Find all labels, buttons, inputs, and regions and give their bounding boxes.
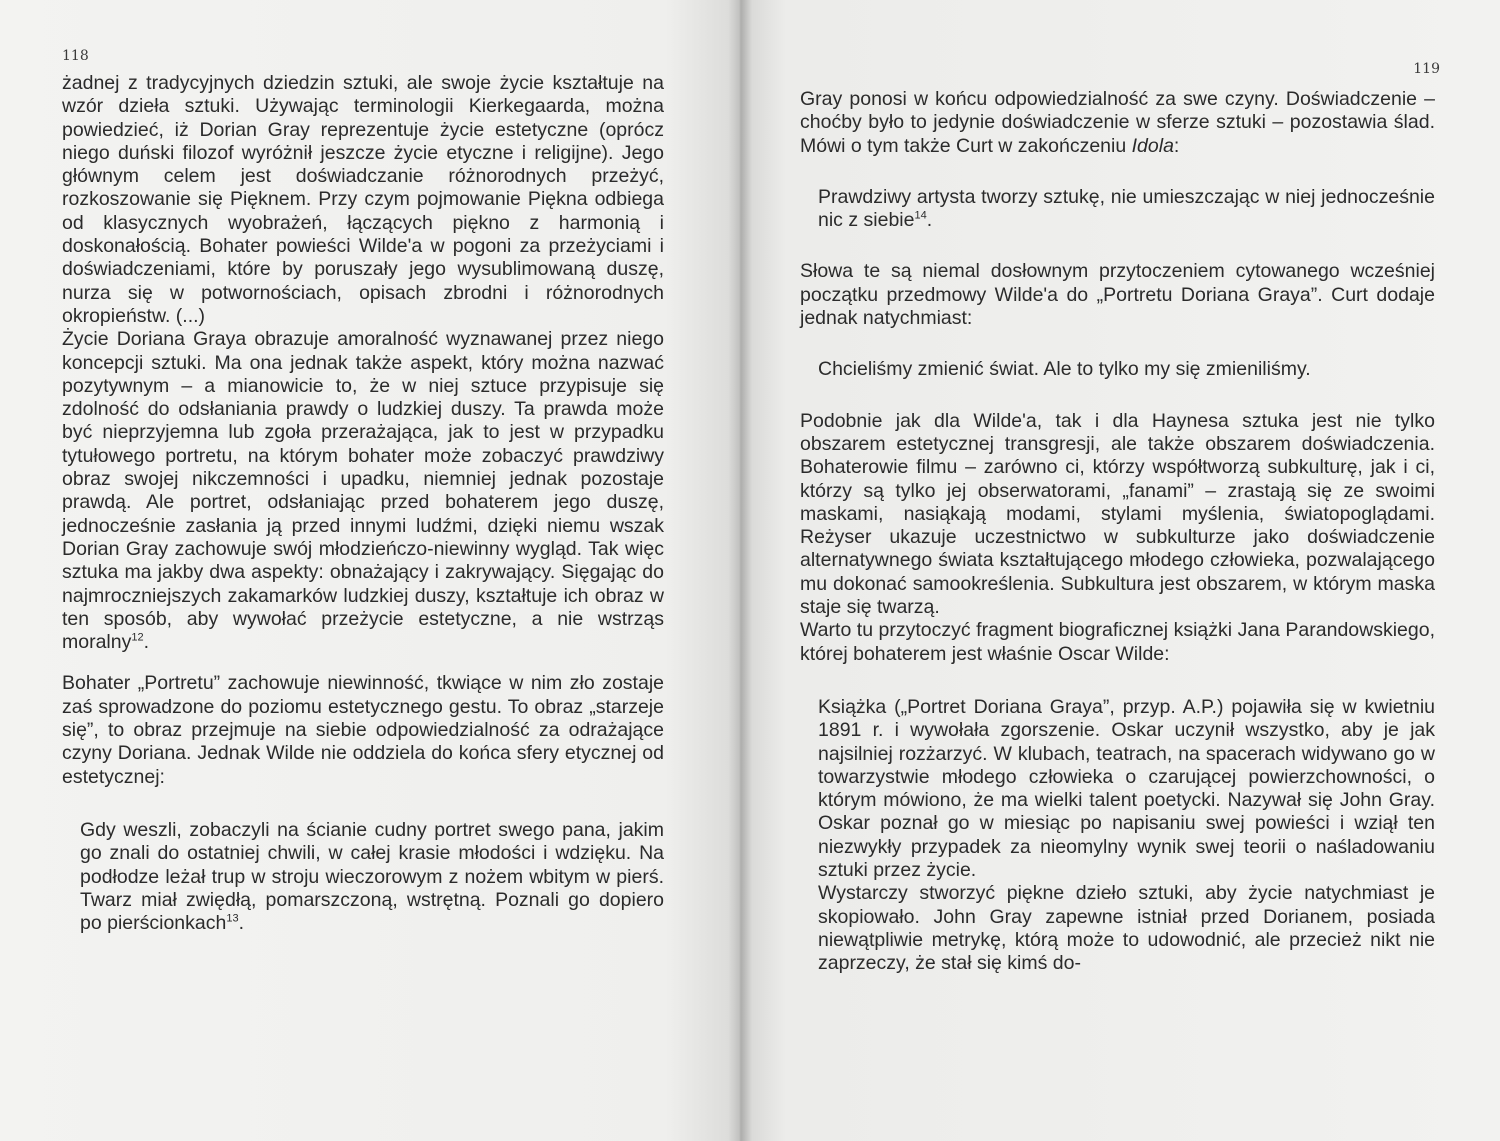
right-block-quote-2: Chcieliśmy zmienić świat. Ale to tylko my się zmieniliśmy. [818, 358, 1311, 381]
left-paragraph-3: Bohater „Portretu” zachowuje niewinność, tkwiące w nim zło zostaje zaś sprowadzone do poziomu estetycznego gestu. To obraz „starzeje się”, to obraz przejmuje na siebie odpowiedzialność za odrażające czyny Doriana. Jednak Wilde nie oddziela do końca sfery etycznej od estetycznej: [62, 672, 664, 788]
right-block-quote-4: Wystarczy stworzyć piękne dzieło sztuki, aby życie natychmiast je skopiowało. John Gray zapewne istniał przed Dorianem, posiada niewątpliwie metrykę, którą może to udowodnić, ale przecież nikt nie zaprzeczy, że stał się kimś do- [818, 882, 1435, 975]
right-block-quote-1: Prawdziwy artysta tworzy sztukę, nie umieszczając w niej jednocześnie nic z siebie$^{14}$. [818, 185, 1435, 232]
right-paragraph-3: Podobnie jak dla Wilde'a, tak i dla Haynesa sztuka jest nie tylko obszarem estetycznej transgresji, ale także obszarem doświadczenia. Bohaterowie filmu – zarówno ci, którzy współtworzą subkulturę, jak i ci, którzy są tylko jej obserwatorami, „fanami” – zrastają się ze swoimi maskami, nasiąkają modami, stylami myślenia, światopoglądami. Reżyser ukazuje uczestnictwo w subkulturze jako doświadczenie alternatywnego świata kształtującego młodego człowieka, pozwalającego mu dokonać samookreślenia. Subkultura jest obszarem, w którym maska staje się twarzą. [800, 409, 1435, 619]
left-text-column [62, 72, 664, 935]
right-paragraph-1: Gray ponosi w końcu odpowiedzialność za swe czyny. Doświadczenie – choćby było to jedynie doświadczenie w sferze sztuki – pozostawia ślad. Mówi o tym także Curt w zakończeniu Idola: [800, 88, 1435, 157]
left-block-quote: Gdy weszli, zobaczyli na ścianie cudny portret swego pana, jakim go znali do ostatniej chwili, w całej krasie młodości i wdzięku. Na podłodze leżał trup w stroju wieczorowym z nożem wbitym w pierś. Twarz miał zwiędłą, pomarszczoną, wstrętną. Poznali go dopiero po pierścionkach$^{13}$. [80, 818, 664, 935]
footnote-ref-14: 14 [914, 209, 927, 222]
footnote-ref-13: 13 [226, 912, 239, 925]
left-paragraph-1: żadnej z tradycyjnych dziedzin sztuki, ale swoje życie kształtuje na wzór dzieła sztuki. Używając terminologii Kierkegaarda, można powiedzieć, iż Dorian Gray reprezentuje życie estetyczne (oprócz niego duński filozof wyróżnił jeszcze życie etyczne i religijne). Jego głównym celem jest doświadczanie różnorodnych przeżyć, rozkoszowanie się Pięknem. Przy czym pojmowanie Piękna odbiega od klasycznych wyobrażeń, łączących piękno z harmonią i doskonałością. Bohater powieści Wilde'a w pogoni za przeżyciami i doświadczeniami, które by poruszały jego wysublimowaną duszę, nurza się w potwornościach, opisach zbrodni i różnorodnych okropieństw. (...) [62, 72, 664, 327]
right-text-column [800, 88, 1435, 976]
right-paragraph-4: Warto tu przytoczyć fragment biograficznej książki Jana Parandowskiego, której bohaterem jest właśnie Oscar Wilde: [800, 619, 1435, 665]
right-paragraph-2: Słowa te są niemal dosłownym przytoczeniem cytowanego wcześniej początku przedmowy Wilde'a do „Portretu Doriana Graya”. Curt dodaje jednak natychmiast: [800, 260, 1435, 330]
page-number-right: 119 [1413, 61, 1440, 77]
left-paragraph-2: Życie Doriana Graya obrazuje amoralność wyznawanej przez niego koncepcji sztuki. Ma ona jednak także aspekt, który można nazwać pozytywnym – a mianowicie to, że w niej sztuce przypisuje się zdolność do odsłaniania prawdy o ludzkiej duszy. Ta prawda może być nieprzyjemna lub zgoła przerażająca, jak to jest w przypadku tytułowego portretu, na którym bohater może zobaczyć prawdziwy obraz swojej nikczemności i upadku, niemniej jednak pozostaje prawdą. Ale portret, odsłaniając przed bohaterem jego duszę, jednocześnie zasłania ją przed innymi ludźmi, dzięki niemu wszak Dorian Gray zachowuje swój młodzieńczo-niewinny wygląd. Tak więc sztuka ma jakby dwa aspekty: obnażający i zakrywający. Sięgając do najmroczniejszych zakamarków ludzkiej duszy, kształtuje ich obraz w ten sposób, aby wywołać przeżycie estetyczne, a nie wstrząs moralny$^{12}$. [62, 328, 664, 654]
book-gutter [728, 0, 752, 1141]
page-number-left: 118 [62, 48, 89, 64]
left-page [0, 0, 740, 1141]
film-title-italic: Idola [1131, 134, 1174, 157]
footnote-ref-12: 12 [131, 631, 144, 644]
right-block-quote-3: Książka („Portret Doriana Graya”, przyp. A.P.) pojawiła się w kwietniu 1891 r. i wywołała zgorszenie. Oskar uczynił wszystko, aby je jak najsilniej rozżarzyć. W klubach, teatrach, na spacerach widywano go w towarzystwie młodego człowieka o czarującej powierzchowności, o którym mówiono, że ma wielki talent poetycki. Nazywał się John Gray. Oskar poznał go w miesiąc po napisaniu swej powieści i wziął ten niezwykły przypadek za nieomylny wynik swej teorii o naśladowaniu sztuki przez życie. [818, 695, 1435, 882]
right-page [740, 0, 1500, 1141]
